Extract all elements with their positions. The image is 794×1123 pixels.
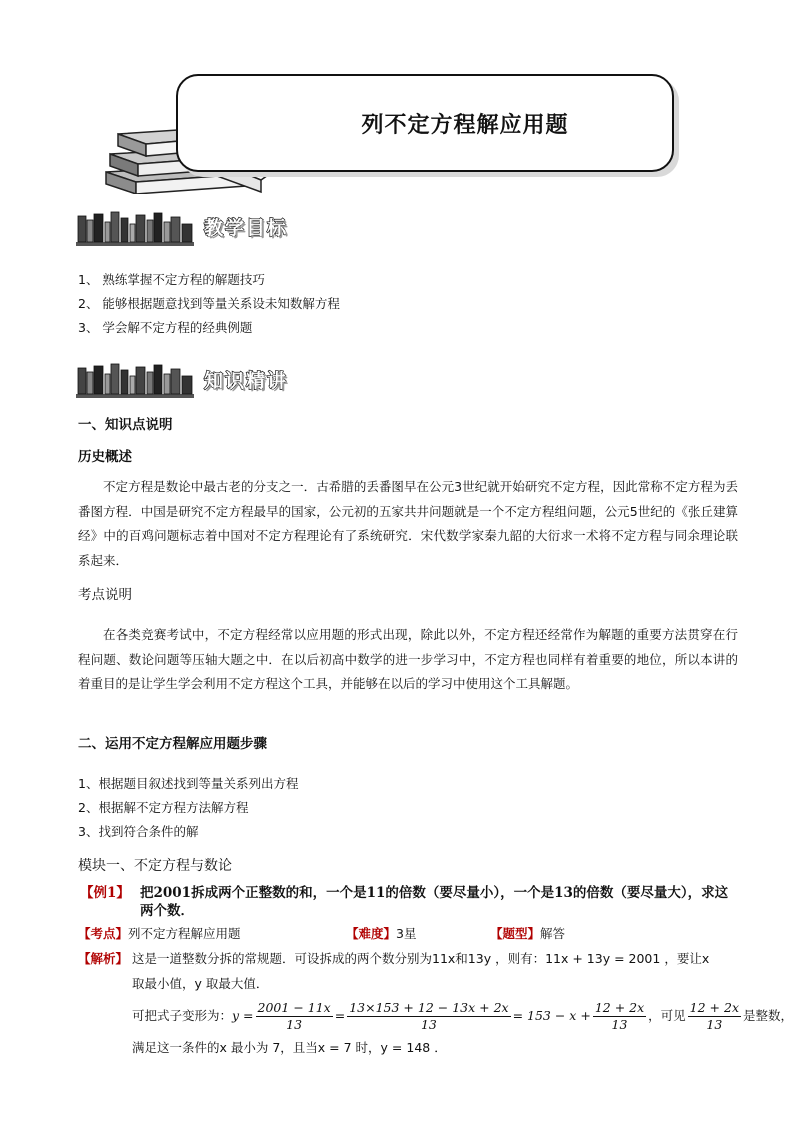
heading-exam-points: 考点说明 xyxy=(78,587,132,603)
fraction-denominator: 13 xyxy=(611,1016,628,1032)
meta-key-type: 【题型】 xyxy=(490,926,541,941)
fraction-denominator: 13 xyxy=(420,1016,437,1032)
fraction-numerator: 13×153 + 12 − 13x + 2x xyxy=(349,999,509,1015)
fraction-numerator: 12 + 2x xyxy=(594,999,645,1015)
formula-mid-text: ，可见 xyxy=(648,1008,686,1023)
formula-suffix: 是整数， xyxy=(743,1008,794,1023)
meta-value-type: 解答 xyxy=(540,926,566,941)
fraction-denominator: 13 xyxy=(286,1016,303,1032)
formula-y: y = xyxy=(232,1008,254,1023)
example-line: 两个数． xyxy=(140,903,194,919)
module-title: 模块一、不定方程与数论 xyxy=(78,858,232,874)
formula-prefix: 可把式子变形为： xyxy=(132,1008,233,1023)
fraction-numerator: 2001 − 11x xyxy=(257,999,331,1015)
formula-expression: = 153 − x + xyxy=(512,1008,591,1023)
fraction xyxy=(347,1000,510,1033)
fraction xyxy=(256,1000,333,1033)
section-banner-knowledge: 知识精讲 xyxy=(204,370,289,392)
meta-key-difficulty: 【难度】 xyxy=(346,926,397,941)
meta-row xyxy=(490,925,565,943)
analysis-line: 这是一道整数分拆的常规题．可设拆成的两个数分别为11x和13y ，则有：11x + 13y = 2001 ，要让x xyxy=(132,951,710,966)
meta-key-topic: 【考点】 xyxy=(78,926,129,941)
heading-history: 历史概述 xyxy=(78,449,132,465)
meta-value-topic: 列不定方程解应用题 xyxy=(128,926,241,941)
meta-row xyxy=(346,925,416,943)
goal-item: 1、 熟练掌握不定方程的解题技巧 xyxy=(78,272,265,287)
meta-row xyxy=(78,925,241,943)
example-tag: 【例1】 xyxy=(80,885,130,901)
meta-value-difficulty: 3星 xyxy=(396,926,417,941)
analysis-tag: 【解析】 xyxy=(78,951,129,966)
fraction-denominator: 13 xyxy=(706,1016,723,1032)
analysis-line: 满足这一条件的x 最小为 7，且当x = 7 时，y = 148 ． xyxy=(132,1040,447,1055)
fraction-numerator: 12 + 2x xyxy=(689,999,740,1015)
heading-knowledge-points: 一、知识点说明 xyxy=(78,417,173,433)
section-banner-goals: 教学目标 xyxy=(204,217,289,239)
bookshelf-icon xyxy=(76,210,194,246)
page-title: 列不定方程解应用题 xyxy=(361,113,569,138)
history-paragraph: 不定方程是数论中最古老的分支之一．古希腊的丢番图早在公元3世纪就开始研究不定方程，因此常称不定方程为丢番图方程．中国是研究不定方程最早的国家，公元初的五家共井问题就是一个不定方程组问题，公元5世纪的《张丘建算经》中的百鸡问题标志着中国对不定方程理论有了系统研究．宋代数学家秦九韶的大衍求一术将不定方程与同余理论联系起来． xyxy=(78,479,738,568)
goal-item: 2、 能够根据题意找到等量关系设未知数解方程 xyxy=(78,296,340,311)
step-item: 1、根据题目叙述找到等量关系列出方程 xyxy=(78,776,299,791)
bookshelf-icon xyxy=(76,362,194,398)
equals-sign: = xyxy=(334,1008,346,1023)
analysis-line: 取最小值，y 取最大值． xyxy=(132,976,269,991)
fraction xyxy=(593,1000,646,1033)
step-item: 2、根据解不定方程方法解方程 xyxy=(78,800,249,815)
goal-item: 3、 学会解不定方程的经典例题 xyxy=(78,320,253,335)
step-item: 3、找到符合条件的解 xyxy=(78,824,199,839)
heading-steps: 二、运用不定方程解应用题步骤 xyxy=(78,736,267,752)
exam-paragraph: 在各类竞赛考试中，不定方程经常以应用题的形式出现，除此以外，不定方程还经常作为解题的重要方法贯穿在行程问题、数论问题等压轴大题之中．在以后初高中数学的进一步学习中，不定方程也同样有着重要的地位，所以本讲的着重目的是让学生学会利用不定方程这个工具，并能够在以后的学习中使用这个工具解题。 xyxy=(78,627,738,691)
fraction xyxy=(688,1000,741,1033)
example-line: 把2001拆成两个正整数的和，一个是11的倍数（要尽量小），一个是13的倍数（要尽量大），求这 xyxy=(140,885,729,901)
formula-row xyxy=(132,996,793,1036)
